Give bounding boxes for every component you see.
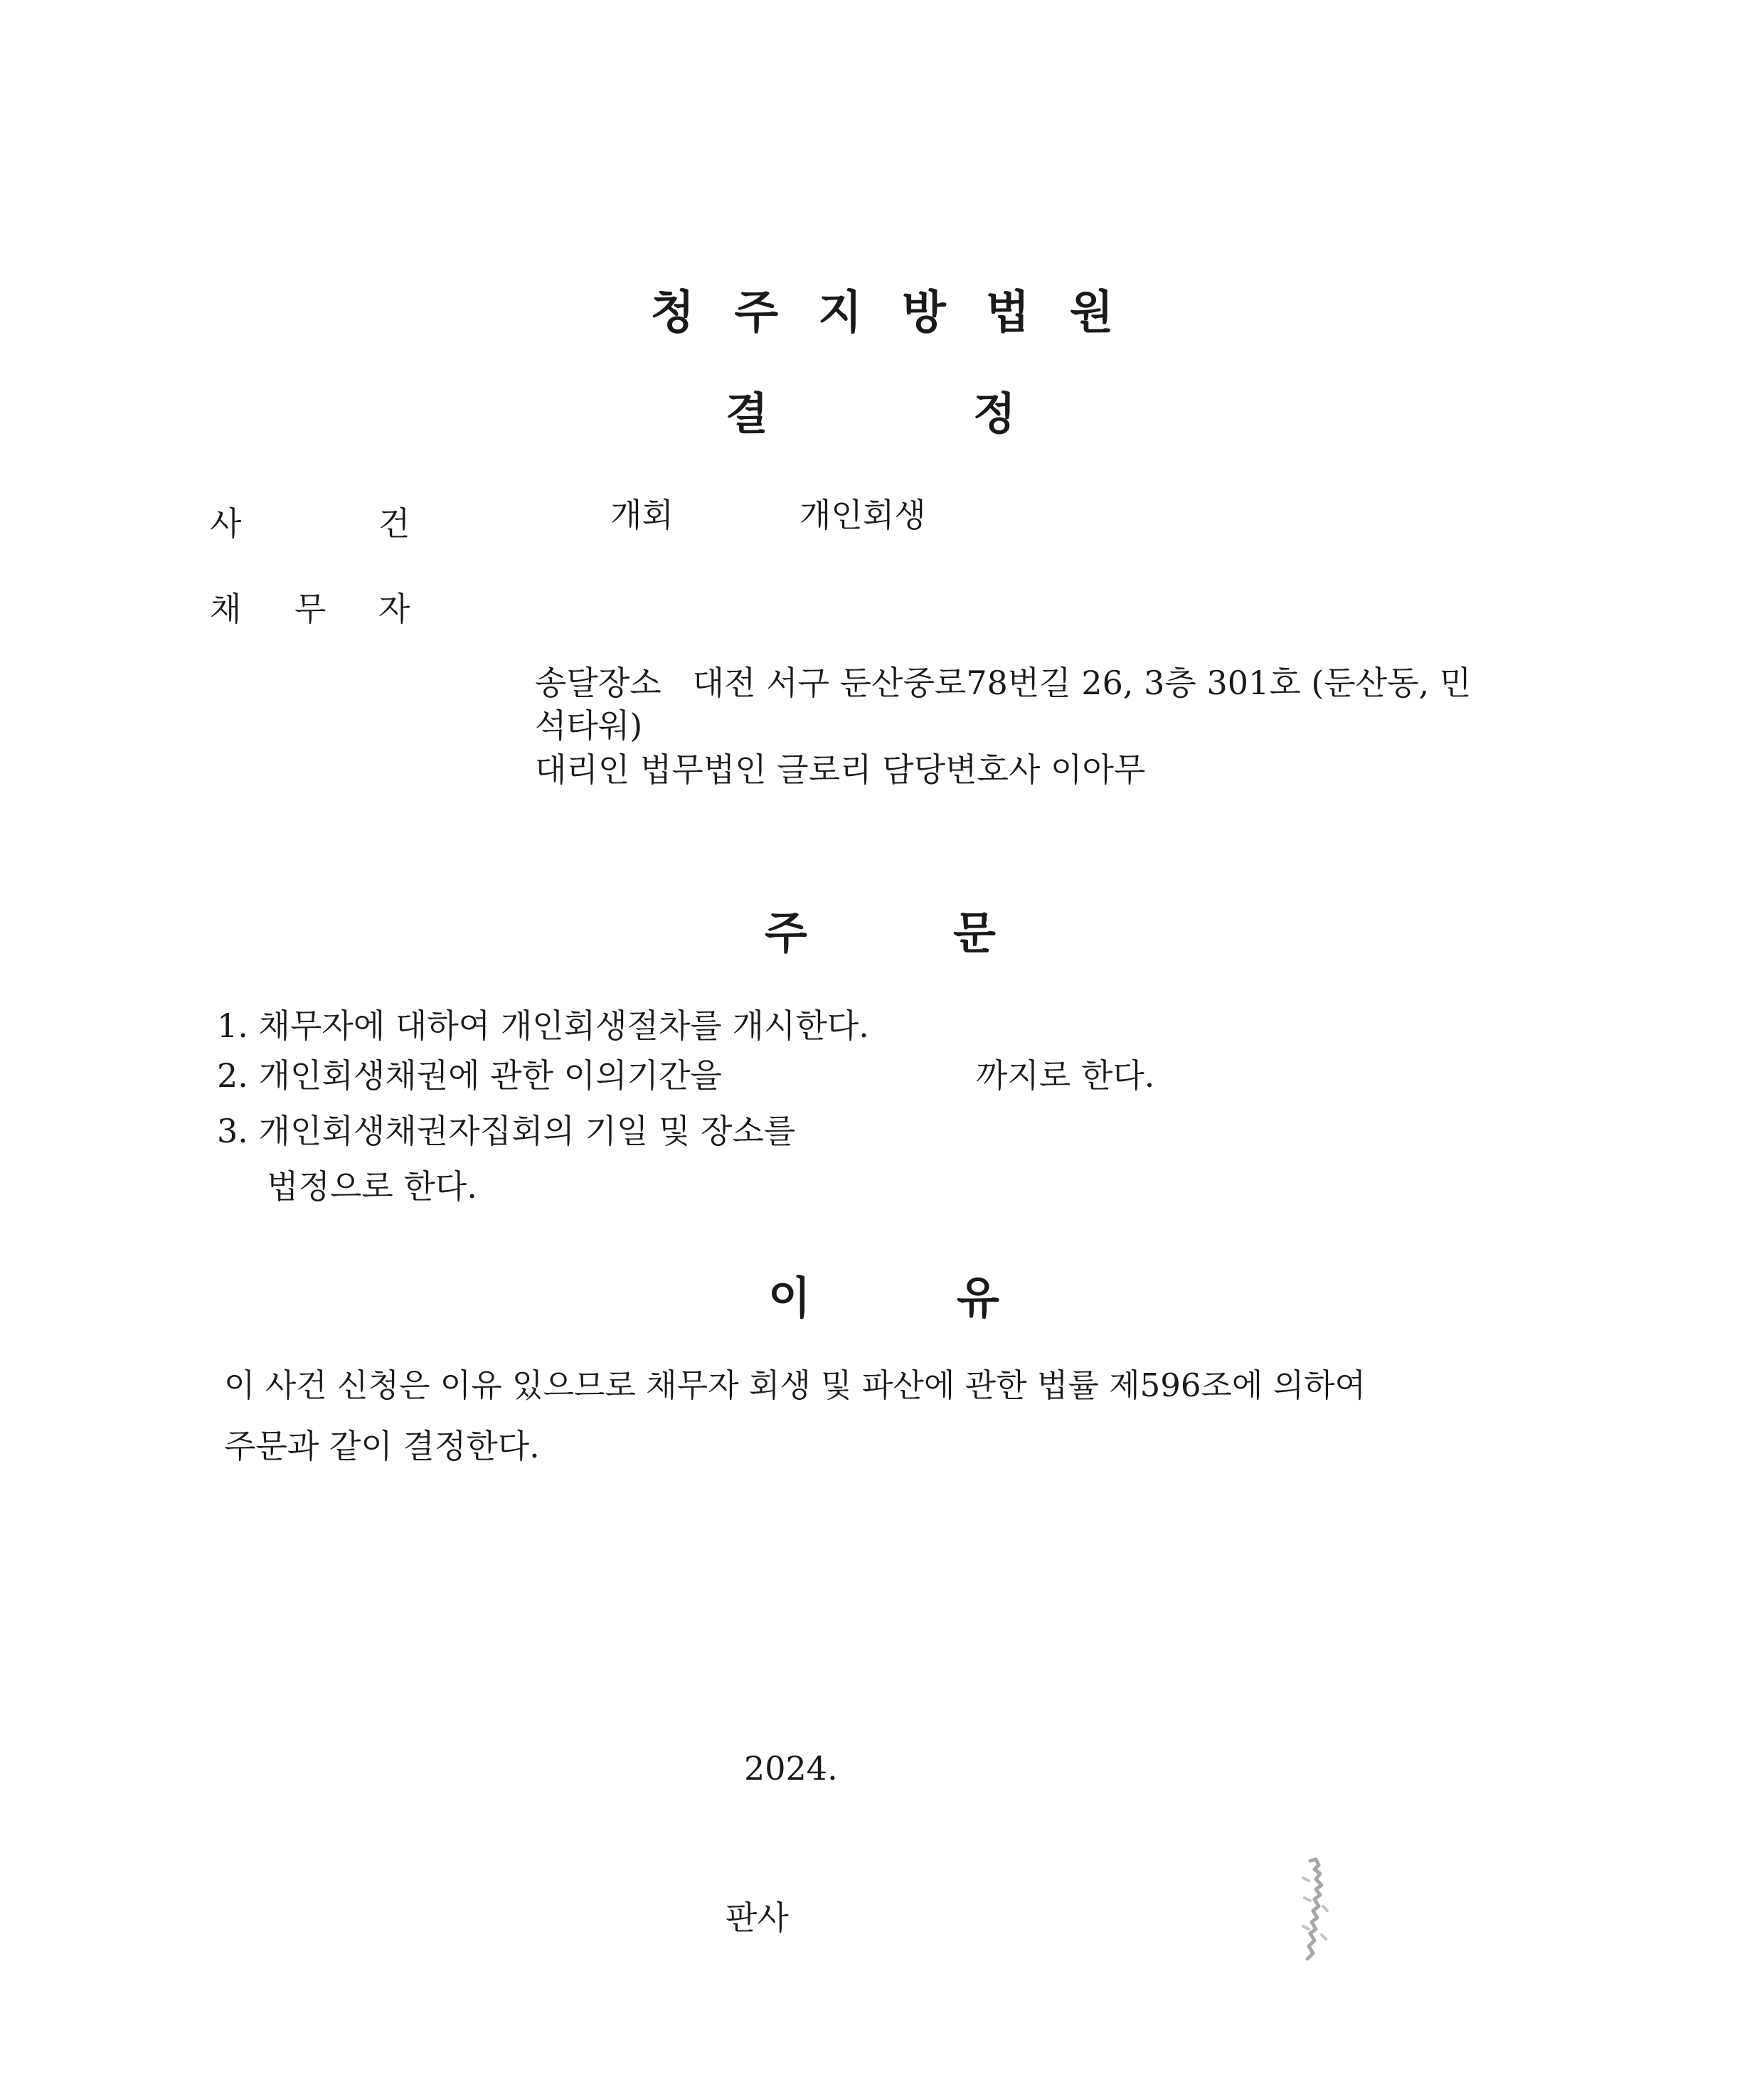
debtor-label-char-1: 채 (210, 590, 242, 628)
court-title: 청주지방법원 (650, 287, 1154, 339)
reason-line-1: 이 사건 신청은 이유 있으므로 채무자 회생 및 파산에 관한 법률 제596조에 의하여 (224, 1366, 1366, 1404)
order-heading-char-1: 주 (765, 907, 807, 959)
debtor-label-char-3: 자 (378, 590, 410, 628)
judge-label: 판사 (726, 1899, 789, 1937)
reason-line-2: 주문과 같이 결정한다. (224, 1427, 540, 1465)
decision-date: 2024. (744, 1749, 838, 1788)
order-item-3: 3. 개인회생채권자집회의 기일 및 장소를 (217, 1112, 796, 1150)
court-seal-stamp (1295, 1857, 1337, 1963)
case-kind: 개회 (610, 496, 674, 534)
order-item-2-tail: 까지로 한다. (976, 1056, 1155, 1095)
case-label-char-2: 건 (378, 504, 410, 543)
reason-heading-char-2: 유 (957, 1272, 999, 1324)
order-heading-char-2: 문 (953, 907, 996, 959)
debtor-agent: 대리인 법무법인 글로리 담당변호사 이아무 (535, 750, 1146, 789)
reason-heading-char-1: 이 (768, 1272, 811, 1324)
case-label-char-1: 사 (210, 504, 242, 543)
debtor-address-line-1: 송달장소 대전 서구 둔산중로78번길 26, 3층 301호 (둔산동, 민 (535, 664, 1472, 702)
debtor-address-line-2: 석타워) (535, 706, 643, 745)
order-item-2: 2. 개인회생채권에 관한 이의기간을 (217, 1056, 722, 1095)
doc-type-char-2: 정 (973, 388, 1016, 440)
doc-type-char-1: 결 (726, 388, 768, 440)
order-item-3-continued: 법정으로 한다. (267, 1167, 477, 1206)
order-item-1: 1. 채무자에 대하여 개인회생절차를 개시한다. (217, 1007, 869, 1045)
case-name: 개인회생 (799, 496, 926, 534)
debtor-label-char-2: 무 (294, 590, 326, 628)
